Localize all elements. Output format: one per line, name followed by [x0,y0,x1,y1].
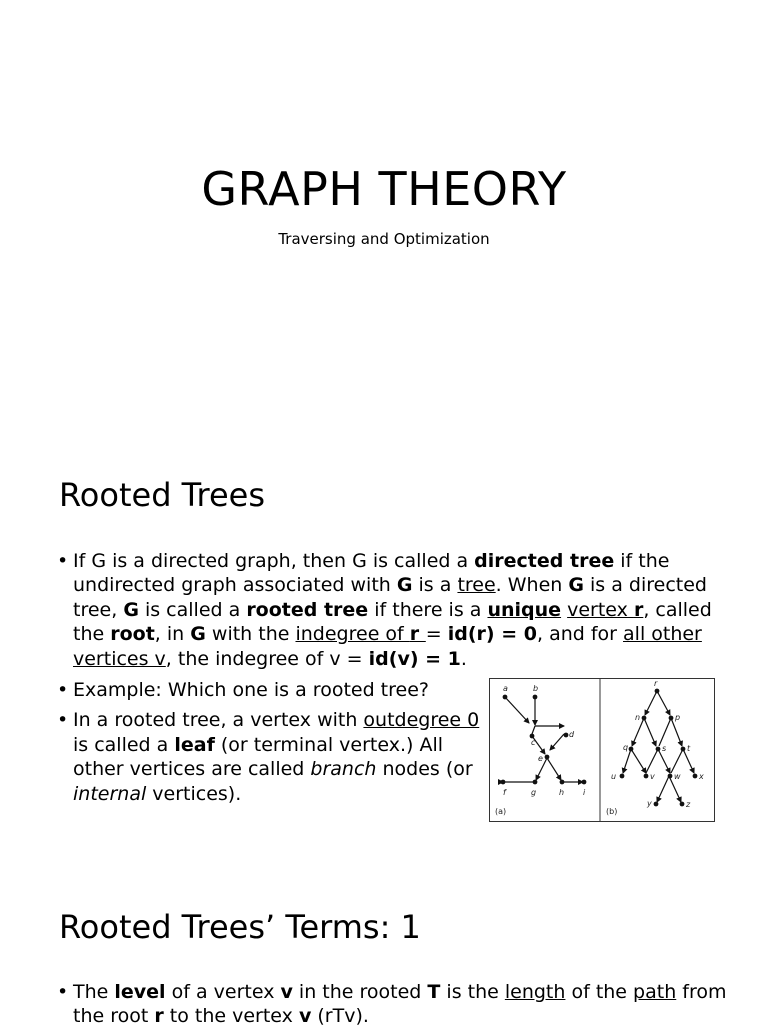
label-v: v [650,772,655,781]
label-y: y [647,799,652,808]
term-rooted-tree: rooted tree [246,598,369,621]
caption-b: (b) [606,807,618,816]
text: In a rooted tree, a vertex with [73,709,364,732]
slide-title: Rooted Trees [59,476,266,514]
term-other-vertices: all other vertices v [73,623,702,670]
text: if there is a [368,598,488,621]
node-t [681,747,686,752]
text: is the [440,981,505,1003]
label-w: w [674,772,681,781]
label-a: a [503,684,508,693]
label-f: f [503,788,506,797]
title-slide [0,0,768,432]
text: (rTv). [311,1005,369,1028]
label-s: s [662,744,667,753]
node-f [501,780,506,785]
label-t: t [687,744,691,753]
bullet-list [56,980,736,1035]
presentation-title: GRAPH THEORY [201,162,567,216]
text: to the vertex [163,1005,299,1028]
text: , and for [536,623,624,646]
text: is called a [138,598,247,621]
node-x [693,774,698,779]
node-p [669,716,674,721]
text: (or terminal vertex.) All other vertices are called [73,733,444,781]
term-tree: tree [457,574,496,597]
label-g: g [531,788,537,797]
text: , the indegree of v = [165,647,369,670]
tree-figure-svg [489,678,715,822]
text: If G is a directed graph, then G is called a [73,550,475,572]
node-g [533,780,538,785]
text: . [460,647,467,670]
text: . When [495,574,569,597]
node-i [582,780,587,785]
bullet-level-definition [56,980,736,1029]
bullet-list [56,678,484,812]
term-path: path [633,981,677,1003]
node-a [503,695,508,700]
label-d: d [569,730,575,739]
symbol-t: T [427,981,441,1003]
symbol-r: r [633,598,644,621]
label-e: e [538,754,543,763]
label-p: p [675,713,681,722]
node-y [654,802,659,807]
term-directed-tree: directed tree [474,550,615,572]
term-branch: branch [310,758,377,781]
node-z [680,802,685,807]
node-e [545,755,550,760]
node-s [656,747,661,752]
text: nodes (or [376,758,473,781]
bullet-example: • Example: Which one is a rooted tree? [56,678,484,702]
symbol-g: G [396,574,413,597]
bullet-leaf-definition [56,708,484,806]
text: of the [565,981,634,1003]
symbol-g: G [190,623,206,646]
text: The [73,981,115,1003]
symbol-g: G [568,574,584,597]
term-vertex: vertex [567,598,634,621]
node-h [560,780,565,785]
node-d [564,733,569,738]
term-leaf: leaf [174,733,215,756]
rooted-trees-terms-slide [0,880,768,1028]
text: is called a [73,733,175,756]
text: from the root [73,981,727,1028]
text: = [425,623,448,646]
node-u [620,774,625,779]
label-r: r [654,679,658,688]
formula-id-v: id(v) = 1 [368,647,461,670]
node-w [668,774,673,779]
label-z: z [686,800,691,809]
label-h: h [559,788,565,797]
slide-title: Rooted Trees’ Terms: 1 [59,908,421,946]
label-c: c [531,738,536,747]
term-internal: internal [73,782,147,805]
text: in the rooted [292,981,428,1003]
bullet-directed-tree-definition [56,549,716,671]
caption-a: (a) [495,807,507,816]
term-unique: unique [487,598,562,621]
bullet-list [56,549,716,677]
text: with the [205,623,296,646]
node-r [655,689,660,694]
symbol-r: r [154,1005,164,1028]
symbol-v: v [298,1005,312,1028]
presentation-subtitle: Traversing and Optimization [278,230,490,248]
text: is a [412,574,458,597]
node-n [642,716,647,721]
label-u: u [611,772,617,781]
node-b [533,695,538,700]
symbol-v: v [280,981,293,1003]
symbol-g: G [123,598,139,621]
node-q [629,747,634,752]
text: is a directed tree, [73,574,707,621]
term-indegree: indegree of [295,623,410,646]
node-v [644,774,649,779]
text: vertices). [146,782,242,805]
label-n: n [635,713,641,722]
term-root: root [110,623,155,646]
symbol-r: r [409,623,426,646]
text: if the undirected graph associated with [73,550,670,597]
term-outdegree-0: outdegree 0 [363,709,480,732]
label-x: x [699,772,704,781]
label-b: b [533,684,539,693]
label-q: q [623,743,629,752]
text: of a vertex [165,981,281,1003]
formula-id-r: id(r) = 0 [447,623,537,646]
text: , called the [73,598,712,646]
label-i: i [583,788,586,797]
text: , in [154,623,191,646]
tree-comparison-figure [489,678,715,822]
term-level: level [114,981,166,1003]
term-length: length [504,981,566,1003]
rooted-trees-slide [0,448,768,880]
